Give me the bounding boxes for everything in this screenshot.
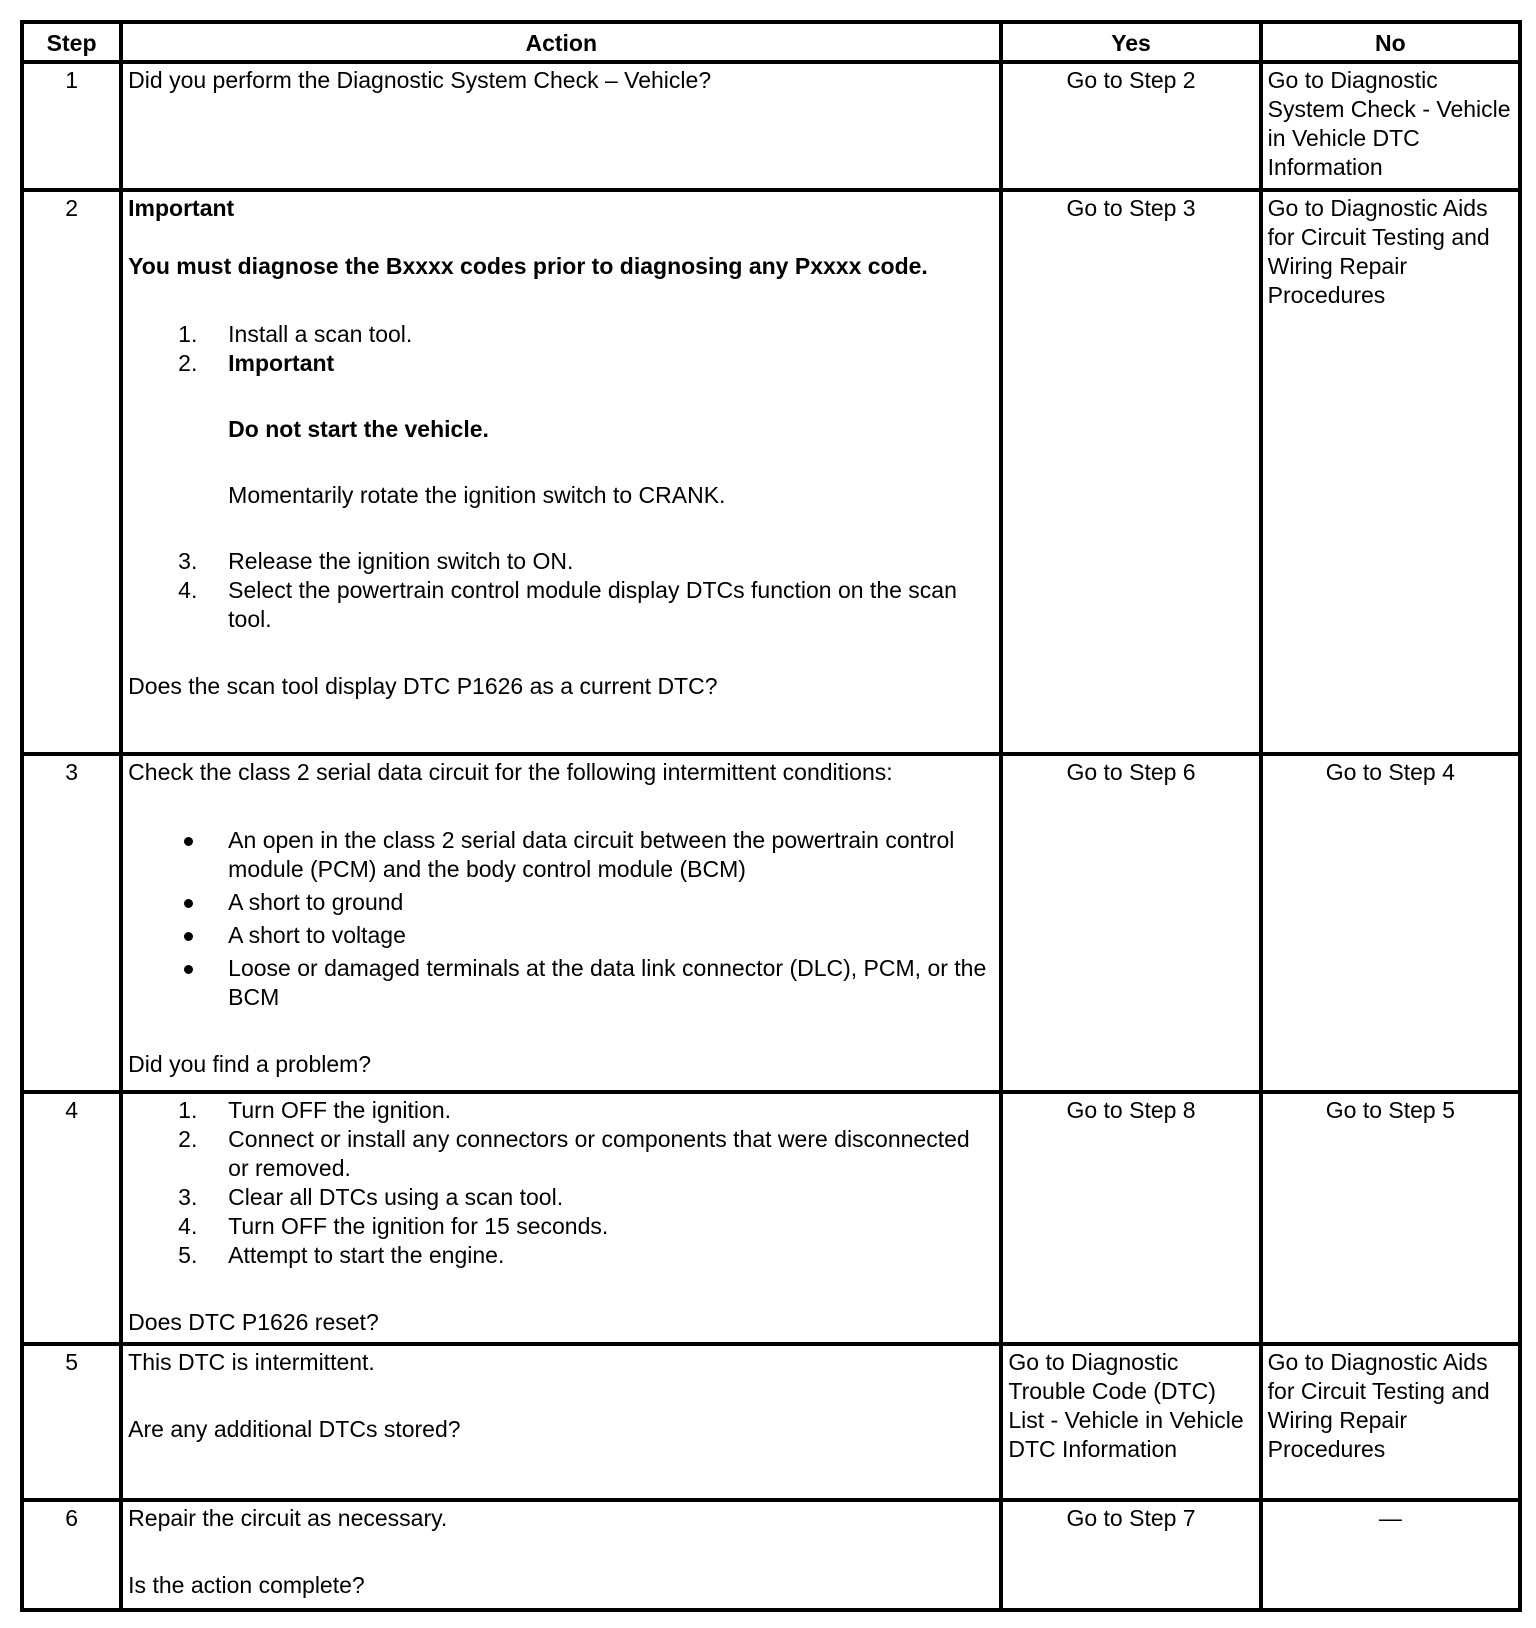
table-row (22, 190, 1520, 754)
action-question: Does DTC P1626 reset? (128, 1309, 379, 1335)
list-item: 4. Turn OFF the ignition for 15 seconds. (178, 1213, 609, 1239)
no-cell: Go to Step 5 (1261, 1092, 1520, 1344)
yes-cell: Go to Step 3 (1001, 190, 1260, 754)
list-item: A short to voltage (128, 921, 994, 950)
no-cell: Go to Diagnostic Aids for Circuit Testing and Wiring Repair Procedures (1261, 190, 1520, 754)
action-intro: Check the class 2 serial data circuit for the following intermittent conditions: (128, 759, 893, 785)
step-number: 2 (22, 190, 121, 754)
list-item: 4. Select the powertrain control module display DTCs function on the scan tool. (178, 577, 957, 632)
step-list (128, 1096, 994, 1270)
list-item: An open in the class 2 serial data circuit between the powertrain control module (PCM) and the body control module (BCM) (128, 826, 994, 884)
list-item: 3. Clear all DTCs using a scan tool. (178, 1184, 564, 1210)
important-text: You must diagnose the Bxxxx codes prior to diagnosing any Pxxxx code. (128, 253, 928, 279)
important-label: Important (228, 350, 335, 376)
step-number: 5 (22, 1344, 121, 1500)
list-item: 1. Turn OFF the ignition. (178, 1097, 452, 1123)
step-list (128, 320, 994, 634)
action-cell (121, 190, 1001, 754)
no-cell: Go to Diagnostic System Check - Vehicle in Vehicle DTC Information (1261, 62, 1520, 190)
action-question: Are any additional DTCs stored? (128, 1416, 461, 1442)
important-text: Do not start the vehicle. (228, 416, 489, 442)
list-item: 3. Release the ignition switch to ON. (178, 548, 574, 574)
table-row (22, 1092, 1520, 1344)
step-number: 1 (22, 62, 121, 190)
action-question: Is the action complete? (128, 1572, 365, 1598)
list-item: A short to ground (128, 888, 994, 917)
yes-cell: Go to Step 8 (1001, 1092, 1260, 1344)
condition-list (128, 826, 994, 1012)
list-item: 2. Important Do not start the vehicle. Momentarily rotate the ignition switch to CRANK. (128, 349, 994, 547)
list-item: Loose or damaged terminals at the data link connector (DLC), PCM, or the BCM (128, 954, 994, 1012)
action-question: Does the scan tool display DTC P1626 as a current DTC? (128, 673, 718, 699)
action-question: Did you perform the Diagnostic System Check – Vehicle? (128, 67, 712, 93)
list-item: 5. Attempt to start the engine. (178, 1242, 505, 1268)
step-number: 4 (22, 1092, 121, 1344)
yes-cell: Go to Step 6 (1001, 754, 1260, 1092)
action-question: Did you find a problem? (128, 1051, 372, 1077)
action-cell (121, 1092, 1001, 1344)
header-row (22, 22, 1520, 62)
step-number: 3 (22, 754, 121, 1092)
header-no: No (1261, 22, 1520, 62)
yes-cell: Go to Step 7 (1001, 1500, 1260, 1610)
important-label: Important (128, 195, 235, 221)
no-cell: — (1261, 1500, 1520, 1610)
list-item: 2. Connect or install any connectors or components that were disconnected or removed. (178, 1126, 970, 1181)
diagnostic-table (20, 20, 1522, 1612)
step-number: 6 (22, 1500, 121, 1610)
action-intro: Repair the circuit as necessary. (128, 1505, 448, 1531)
table-row (22, 1500, 1520, 1610)
table-row (22, 1344, 1520, 1500)
header-action: Action (121, 22, 1001, 62)
action-cell (121, 62, 1001, 190)
action-cell (121, 1344, 1001, 1500)
header-yes: Yes (1001, 22, 1260, 62)
action-cell (121, 1500, 1001, 1610)
yes-cell: Go to Step 2 (1001, 62, 1260, 190)
no-cell: Go to Diagnostic Aids for Circuit Testing and Wiring Repair Procedures (1261, 1344, 1520, 1500)
header-step: Step (22, 22, 121, 62)
table-row (22, 754, 1520, 1092)
action-cell (121, 754, 1001, 1092)
action-intro: This DTC is intermittent. (128, 1349, 375, 1375)
list-item: 1. Install a scan tool. (178, 321, 413, 347)
table-row (22, 62, 1520, 190)
yes-cell: Go to Diagnostic Trouble Code (DTC) List - Vehicle in Vehicle DTC Information (1001, 1344, 1260, 1500)
no-cell: Go to Step 4 (1261, 754, 1520, 1092)
